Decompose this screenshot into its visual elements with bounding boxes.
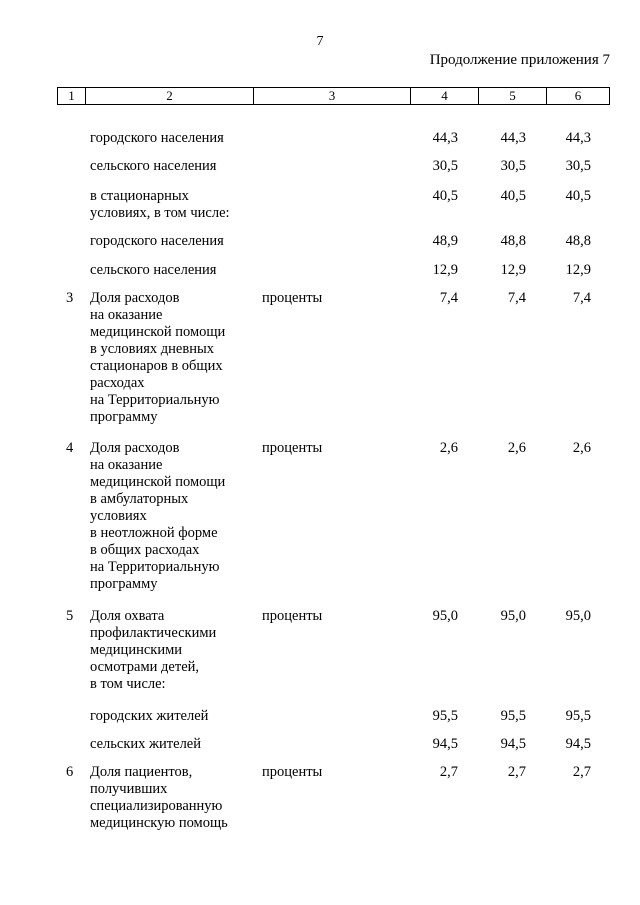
row-label-line: стационаров в общих <box>90 358 223 374</box>
row-label <box>90 736 260 753</box>
value-col-4: 95,5 <box>432 708 458 724</box>
value-col-6: 94,5 <box>565 736 591 752</box>
value-col-6: 2,7 <box>572 764 591 780</box>
value-col-5: 40,5 <box>500 188 526 204</box>
value-col-6: 40,5 <box>565 188 591 204</box>
row-label-line: на оказание <box>90 307 163 323</box>
row-unit: проценты <box>262 290 323 306</box>
row-unit: проценты <box>262 608 323 624</box>
column-header-table <box>57 87 610 105</box>
row-label-line: программу <box>90 576 158 592</box>
value-col-5: 44,3 <box>500 130 526 146</box>
column-header-4: 4 <box>411 88 479 105</box>
column-header-5: 5 <box>479 88 547 105</box>
row-label <box>90 290 260 426</box>
column-header-6: 6 <box>547 88 610 105</box>
row-label <box>90 158 260 175</box>
value-col-5: 2,6 <box>507 440 526 456</box>
row-label-line: на Территориальную <box>90 392 220 408</box>
row-label-line: в амбулаторных <box>90 491 189 507</box>
row-label-line: городского населения <box>90 130 224 146</box>
row-label-line: в том числе: <box>90 676 166 692</box>
value-col-5: 94,5 <box>500 736 526 752</box>
column-header-3: 3 <box>254 88 411 105</box>
value-col-5: 48,8 <box>500 233 526 249</box>
row-label-line: осмотрами детей, <box>90 659 200 675</box>
row-label-line: Доля расходов <box>90 440 180 456</box>
value-col-4: 44,3 <box>432 130 458 146</box>
row-label <box>90 188 260 222</box>
value-col-4: 95,0 <box>432 608 458 624</box>
row-label-line: городских жителей <box>90 708 209 724</box>
row-label-line: в стационарных <box>90 188 189 204</box>
value-col-6: 2,6 <box>572 440 591 456</box>
row-number: 6 <box>66 764 74 780</box>
row-number: 3 <box>66 290 74 306</box>
row-label-line: специализированную <box>90 798 223 814</box>
row-label <box>90 764 260 832</box>
row-label-line: в неотложной форме <box>90 525 218 541</box>
row-label-line: медицинской помощи <box>90 324 226 340</box>
row-label-line: Доля пациентов, <box>90 764 193 780</box>
value-col-5: 12,9 <box>500 262 526 278</box>
row-label-line: сельского населения <box>90 262 217 278</box>
row-label-line: расходах <box>90 375 145 391</box>
row-label-line: получивших <box>90 781 168 797</box>
value-col-4: 2,6 <box>439 440 458 456</box>
value-col-5: 30,5 <box>500 158 526 174</box>
row-label-line: сельского населения <box>90 158 217 174</box>
row-label-line: на Территориальную <box>90 559 220 575</box>
value-col-6: 95,0 <box>565 608 591 624</box>
value-col-4: 2,7 <box>439 764 458 780</box>
value-col-6: 95,5 <box>565 708 591 724</box>
value-col-5: 7,4 <box>507 290 526 306</box>
column-header-2: 2 <box>86 88 254 105</box>
row-label <box>90 440 260 593</box>
value-col-5: 95,0 <box>500 608 526 624</box>
row-label-line: сельских жителей <box>90 736 201 752</box>
value-col-6: 12,9 <box>565 262 591 278</box>
row-unit: проценты <box>262 764 323 780</box>
value-col-4: 7,4 <box>439 290 458 306</box>
column-header-1: 1 <box>58 88 86 105</box>
value-col-6: 30,5 <box>565 158 591 174</box>
row-label <box>90 708 260 725</box>
row-label-line: в условиях дневных <box>90 341 214 357</box>
row-number: 5 <box>66 608 74 624</box>
column-header-row <box>58 88 610 105</box>
value-col-6: 48,8 <box>565 233 591 249</box>
row-label-line: программу <box>90 409 158 425</box>
row-label <box>90 608 260 693</box>
value-col-6: 7,4 <box>572 290 591 306</box>
value-col-4: 94,5 <box>432 736 458 752</box>
value-col-5: 95,5 <box>500 708 526 724</box>
page-number: 7 <box>316 34 324 49</box>
value-col-6: 44,3 <box>565 130 591 146</box>
value-col-4: 30,5 <box>432 158 458 174</box>
row-label-line: Доля охвата <box>90 608 165 624</box>
row-label <box>90 262 260 279</box>
continuation-title: Продолжение приложения 7 <box>429 52 610 68</box>
row-unit: проценты <box>262 440 323 456</box>
value-col-4: 40,5 <box>432 188 458 204</box>
row-label-line: городского населения <box>90 233 224 249</box>
row-number: 4 <box>66 440 74 456</box>
value-col-4: 12,9 <box>432 262 458 278</box>
value-col-5: 2,7 <box>507 764 526 780</box>
row-label-line: медицинскими <box>90 642 183 658</box>
row-label <box>90 233 260 250</box>
row-label-line: в общих расходах <box>90 542 200 558</box>
row-label-line: на оказание <box>90 457 163 473</box>
row-label-line: Доля расходов <box>90 290 180 306</box>
row-label-line: условиях, в том числе: <box>90 205 230 221</box>
value-col-4: 48,9 <box>432 233 458 249</box>
row-label <box>90 130 260 147</box>
row-label-line: медицинской помощи <box>90 474 226 490</box>
row-label-line: медицинскую помощь <box>90 815 228 831</box>
row-label-line: профилактическими <box>90 625 217 641</box>
row-label-line: условиях <box>90 508 147 524</box>
